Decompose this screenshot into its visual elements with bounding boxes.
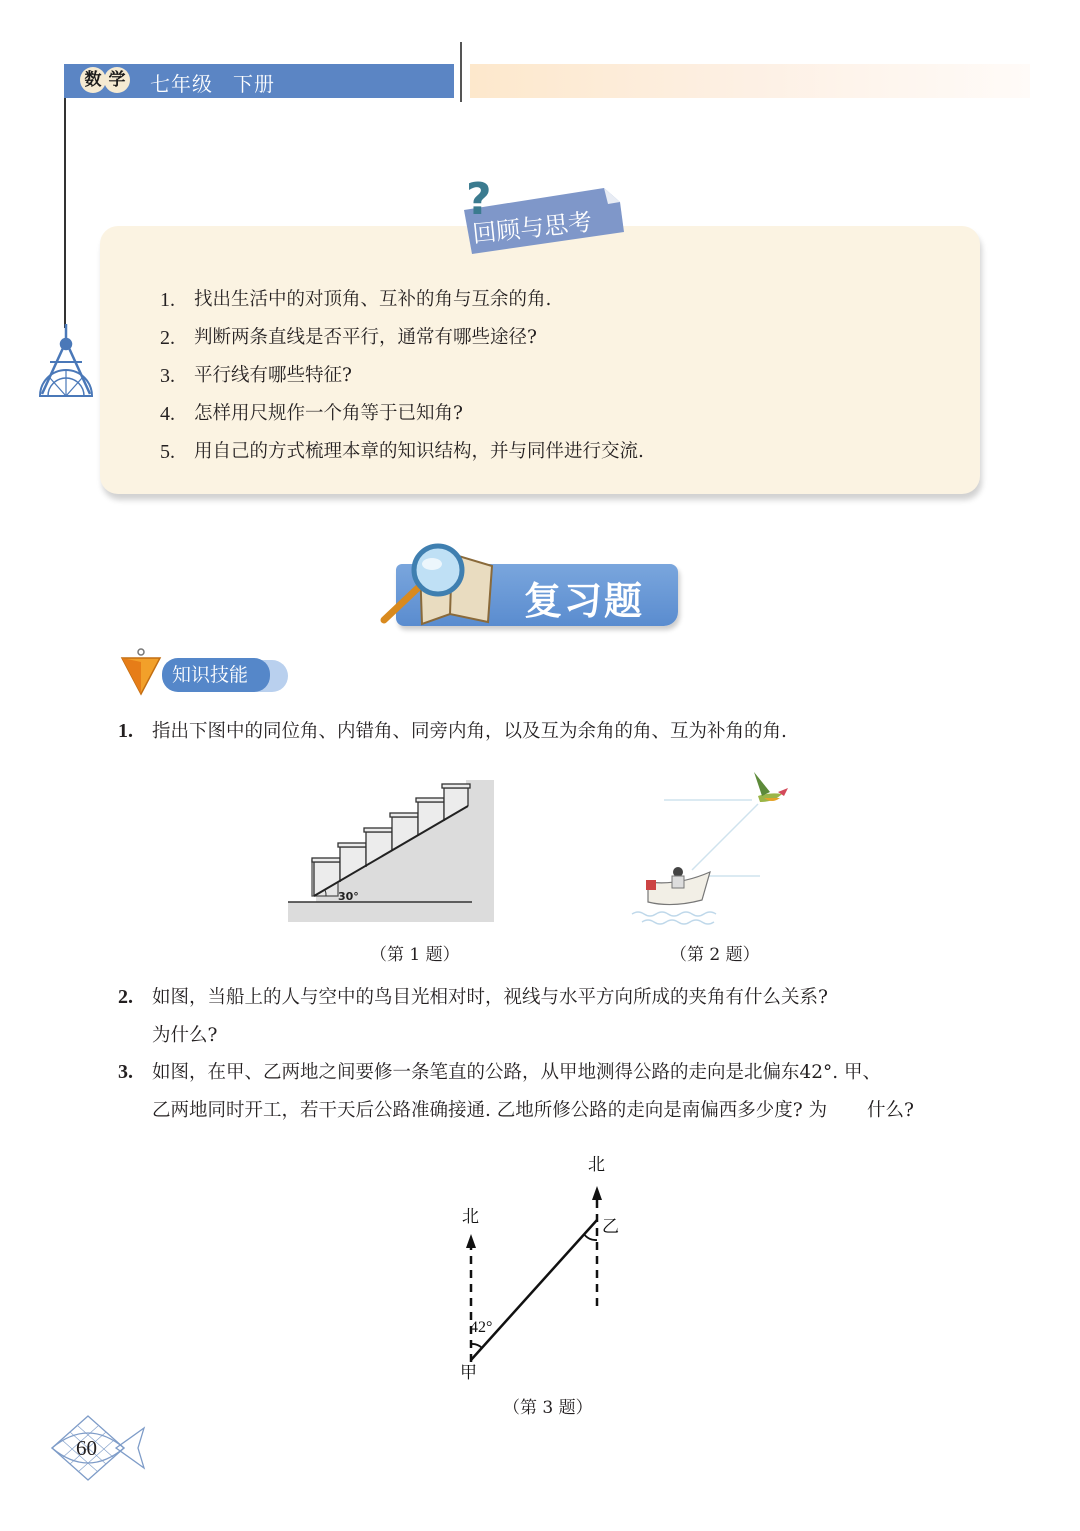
question-1: 1. 指出下图中的同位角、内错角、同旁内角，以及互为余角的角、互为补角的角.: [118, 720, 787, 742]
angle-label-30: 30°: [338, 890, 359, 903]
plumb-bob-icon: [120, 648, 162, 696]
review-item: 4. 怎样用尺规作一个角等于已知角?: [160, 403, 463, 425]
figure-1-caption: （第 1 题）: [370, 945, 460, 965]
figure-3-caption: （第 3 题）: [503, 1398, 593, 1418]
section-label-knowledge-skills: 知识技能: [162, 658, 270, 692]
header-accent-strip: [470, 64, 1030, 98]
review-item: 5. 用自己的方式梳理本章的知识结构，并与同伴进行交流.: [160, 441, 644, 463]
compass-protractor-icon: [36, 322, 96, 402]
review-item: 3. 平行线有哪些特征?: [160, 365, 352, 387]
point-jia-label: 甲: [460, 1363, 477, 1383]
figure-2-boat-bird: [612, 768, 802, 928]
page-number: 60: [76, 1436, 97, 1460]
grade-label: 七年级: [150, 72, 213, 96]
question-mark-icon: ?: [466, 180, 492, 225]
volume-label: 下册: [233, 72, 275, 96]
figure-3-north-road: [440, 1150, 640, 1390]
fish-page-badge-icon: [50, 1412, 150, 1484]
boat-icon: [646, 867, 710, 905]
subject-char-1: 数: [80, 67, 106, 93]
review-item: 2. 判断两条直线是否平行，通常有哪些途径?: [160, 327, 537, 349]
subject-logo: [80, 67, 128, 93]
subject-char-2: 学: [104, 67, 130, 93]
question-2: 2. 如图，当船上的人与空中的鸟目光相对时，视线与水平方向所成的夹角有什么关系? 为什么?: [118, 986, 828, 1046]
angle-label-42: 42°: [470, 1319, 493, 1336]
magnifier-book-icon: [380, 536, 500, 632]
north-label-a: 北: [462, 1207, 479, 1227]
question-3: 3. 如图，在甲、乙两地之间要修一条笔直的公路，从甲地测得公路的走向是北偏东42°. 甲、 乙两地同时开工，若干天后公路准确接通. 乙地所修公路的走向是南偏西多少度? 为 什么?: [118, 1061, 914, 1121]
bird-icon: [754, 772, 788, 802]
review-item: 1. 找出生活中的对顶角、互补的角与互余的角.: [160, 289, 552, 311]
book-title: [150, 68, 295, 97]
north-label-b: 北: [588, 1155, 605, 1175]
margin-line: [64, 98, 66, 328]
figure-1-staircase: [288, 778, 498, 924]
figure-2-caption: （第 2 题）: [670, 945, 760, 965]
review-tag-label: 回顾与思考: [471, 207, 594, 249]
header-divider: [460, 42, 462, 102]
exercise-banner-label: 复习题: [524, 579, 645, 623]
review-question-list: [160, 284, 940, 474]
point-yi-label: 乙: [602, 1217, 619, 1237]
